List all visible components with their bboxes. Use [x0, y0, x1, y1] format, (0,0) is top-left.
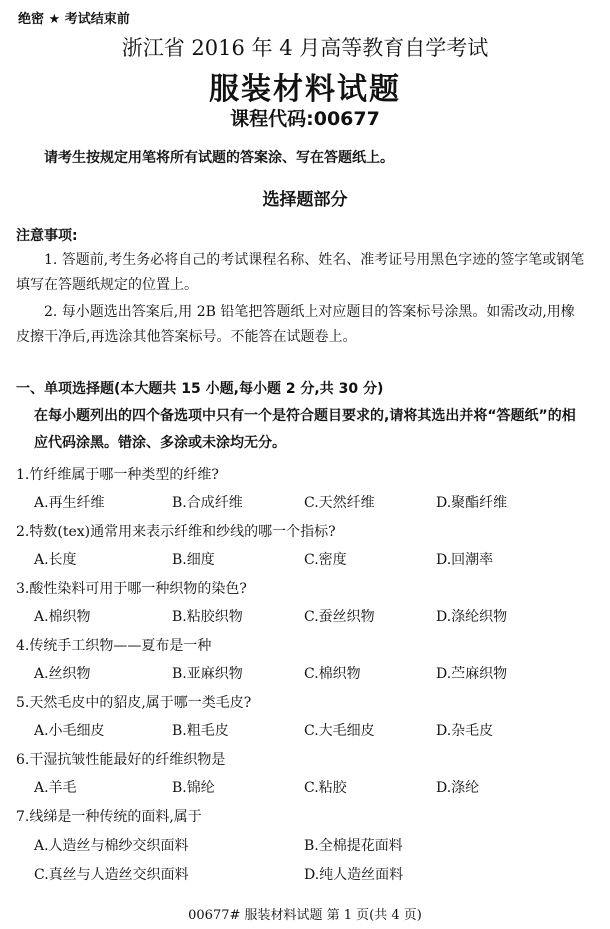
option-c: C.真丝与人造丝交织面料	[34, 867, 189, 883]
option-d: D.涤纶	[436, 780, 480, 796]
option-d: D.回潮率	[436, 552, 494, 568]
section-title: 选择题部分	[262, 190, 348, 210]
option-d: D.苎麻织物	[436, 666, 508, 682]
option-c: C.粘胶	[304, 780, 347, 796]
question-stem: 2.特数(tex)通常用来表示纤维和纱线的哪一个指标?	[16, 524, 336, 540]
option-a: A.小毛细皮	[34, 723, 105, 739]
option-d: D.聚酯纤维	[436, 495, 508, 511]
option-a: A.棉织物	[34, 609, 91, 625]
option-c: C.天然纤维	[304, 495, 375, 511]
option-c: C.大毛细皮	[304, 723, 375, 739]
notes-title: 注意事项:	[16, 228, 78, 244]
option-c: C.棉织物	[304, 666, 361, 682]
question-stem: 4.传统手工织物——夏布是一种	[16, 638, 212, 654]
option-b: B.细度	[172, 552, 215, 568]
option-b: B.全棉提花面料	[304, 838, 403, 854]
option-c: C.密度	[304, 552, 347, 568]
note-item-2-line-1: 2. 每小题选出答案后,用 2B 铅笔把答题纸上对应题目的答案标号涂黑。如需改动,用橡	[44, 304, 575, 320]
part-note-line-1: 在每小题列出的四个备选项中只有一个是符合题目要求的,请将其选出并将“答题纸”的相	[34, 408, 576, 424]
note-item-2-line-2: 皮擦干净后,再选涂其他答案标号。不能答在试题卷上。	[16, 329, 357, 345]
question-stem: 7.线绨是一种传统的面料,属于	[16, 809, 202, 825]
option-a: A.羊毛	[34, 780, 77, 796]
course-code: 课程代码:00677	[230, 108, 380, 130]
option-a: A.人造丝与棉纱交织面料	[34, 838, 189, 854]
question-stem: 6.干湿抗皱性能最好的纤维织物是	[16, 752, 226, 768]
page-footer: 00677# 服装材料试题 第 1 页(共 4 页)	[188, 908, 422, 923]
exam-line: 浙江省 2016 年 4 月高等教育自学考试	[121, 36, 489, 60]
option-a: A.丝织物	[34, 666, 91, 682]
option-b: B.粘胶织物	[172, 609, 243, 625]
option-b: B.亚麻织物	[172, 666, 243, 682]
note-item-1-line-2: 填写在答题纸规定的位置上。	[16, 277, 198, 293]
part-title: 一、单项选择题(本大题共 15 小题,每小题 2 分,共 30 分)	[16, 381, 384, 397]
note-item-1-line-1: 1. 答题前,考生务必将自己的考试课程名称、姓名、准考证号用黑色字迹的签字笔或钢笔	[44, 252, 585, 268]
option-b: B.粗毛皮	[172, 723, 229, 739]
subject-title: 服装材料试题	[209, 72, 401, 107]
answer-instruction: 请考生按规定用笔将所有试题的答案涂、写在答题纸上。	[44, 150, 394, 166]
option-c: C.蚕丝织物	[304, 609, 375, 625]
option-a: A.长度	[34, 552, 77, 568]
option-d: D.杂毛皮	[436, 723, 494, 739]
part-note-line-2: 应代码涂黑。错涂、多涂或未涂均无分。	[34, 435, 286, 451]
secret-mark: 绝密 ★ 考试结束前	[18, 12, 130, 27]
option-a: A.再生纤维	[34, 495, 105, 511]
option-d: D.涤纶织物	[436, 609, 508, 625]
option-b: B.锦纶	[172, 780, 215, 796]
option-b: B.合成纤维	[172, 495, 243, 511]
option-d: D.纯人造丝面料	[304, 867, 404, 883]
question-stem: 3.酸性染料可用于哪一种织物的染色?	[16, 581, 247, 597]
question-stem: 1.竹纤维属于哪一种类型的纤维?	[16, 467, 219, 483]
question-stem: 5.天然毛皮中的貂皮,属于哪一类毛皮?	[16, 695, 252, 711]
